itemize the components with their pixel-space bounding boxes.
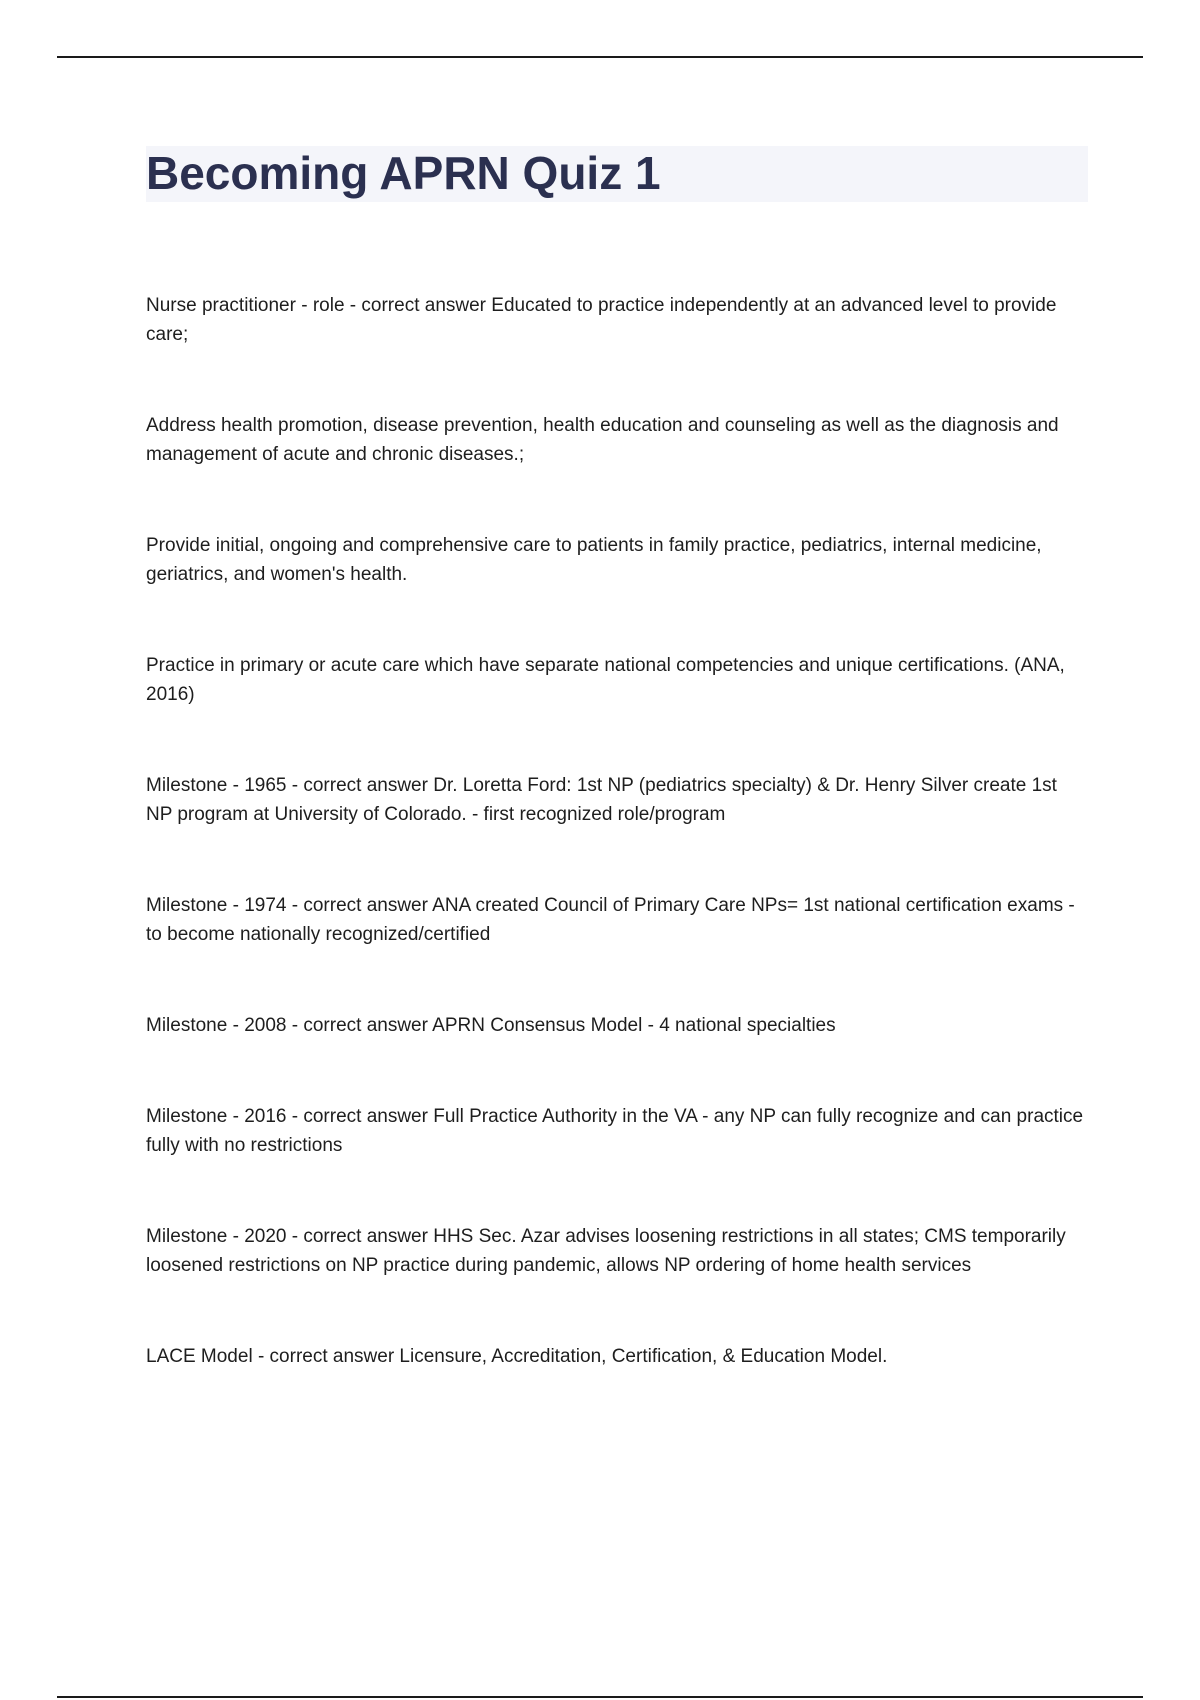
entry-milestone-2016: Milestone - 2016 - correct answer Full Practice Authority in the VA - any NP can fully recognize and can practice fully with no restrictions [146, 1106, 1084, 1156]
entry-milestone-1965: Milestone - 1965 - correct answer Dr. Loretta Ford: 1st NP (pediatrics specialty) & Dr. Henry Silver create 1st NP program at University of Colorado. - first recognized role/program [146, 775, 1057, 825]
entry-milestone-1974: Milestone - 1974 - correct answer ANA created Council of Primary Care NPs= 1st national certification exams - to become nationally recognized/certified [146, 895, 1075, 945]
top-rule [57, 56, 1143, 58]
entry-milestone-2008: Milestone - 2008 - correct answer APRN Consensus Model - 4 national specialties [146, 1015, 836, 1036]
entry-np-health-promotion: Address health promotion, disease prevention, health education and counseling as well as the diagnosis and management of acute and chronic diseases.; [146, 415, 1059, 465]
entry-lace-model: LACE Model - correct answer Licensure, Accreditation, Certification, & Education Model. [146, 1346, 888, 1367]
entry-milestone-2020: Milestone - 2020 - correct answer HHS Sec. Azar advises loosening restrictions in all states; CMS temporarily loosened restrictions on NP practice during pandemic, allows NP ordering of home health services [146, 1226, 1066, 1276]
page-title: Becoming APRN Quiz 1 [146, 147, 661, 199]
entry-np-practice-areas: Practice in primary or acute care which have separate national competencies and unique certifications. (ANA, 2016) [146, 655, 1065, 705]
entry-list [146, 291, 1086, 1433]
entry-np-care-settings: Provide initial, ongoing and comprehensive care to patients in family practice, pediatrics, internal medicine, geriatrics, and women's health. [146, 535, 1042, 585]
bottom-rule [57, 1696, 1143, 1698]
entry-np-role: Nurse practitioner - role - correct answer Educated to practice independently at an advanced level to provide care; [146, 295, 1057, 345]
